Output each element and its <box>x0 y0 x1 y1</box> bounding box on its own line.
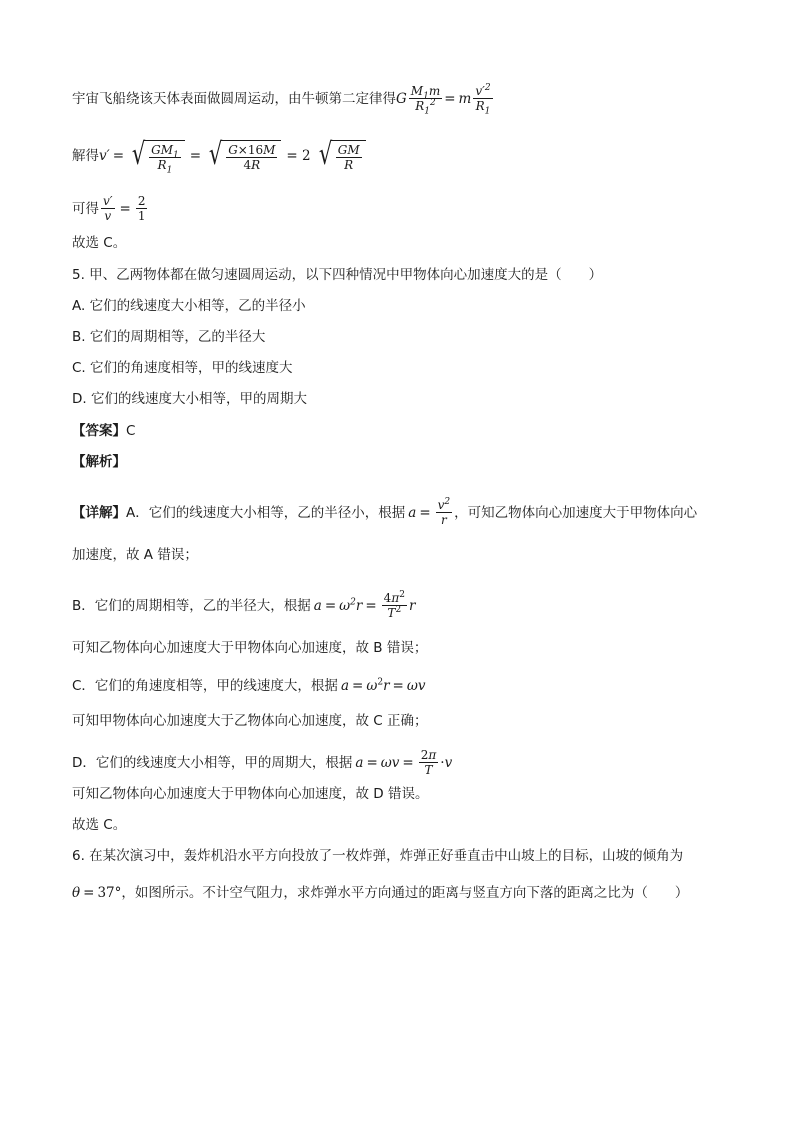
math-frac-2pi-T: $\frac{2\pi}{T}$ <box>420 748 437 777</box>
detail-a-text: A．它们的线速度大小相等，乙的半径小，根据 <box>126 504 406 521</box>
math-equals: = <box>444 90 456 107</box>
detail-b-line: B．它们的周期相等，乙的半径大，根据 a = $\omega^2r$ = $\frac{4\pi^2}{T^2}$ r <box>72 590 416 620</box>
math-v-prime: v′ <box>99 148 110 164</box>
answer-label: 【答案】 <box>72 423 126 439</box>
detail-a-text-2: ，可知乙物体向心加速度大于甲物体向心 <box>454 504 698 521</box>
equation-line-ratio: 可得 $\frac{v'}{v}$ = $\frac{2}{1}$ <box>72 194 146 223</box>
equation-line-solve: 解得 v′ = √ $\frac{GM_1}{R_1}$ = √ $\frac{G\times 16M}{4R}$ = 2 √ $\frac{GM}{R}$ <box>72 140 368 172</box>
detail-d-conclusion: 可知乙物体向心加速度大于甲物体向心加速度，故 D 错误。 <box>72 786 429 802</box>
detail-a-line: 【详解】 A．它们的线速度大小相等，乙的半径小，根据 a = $\frac{v^2}{r}$ ，可知乙物体向心加速度大于甲物体向心 <box>72 497 698 527</box>
detail-c-line: C．它们的角速度相等，甲的线速度大，根据 a = $\omega^2r$ = ωv <box>72 677 426 694</box>
question-5-option-b: B. 它们的周期相等，乙的半径大 <box>72 329 266 345</box>
math-theta: θ <box>72 885 81 901</box>
question-6-line-1: 6. 在某次演习中，轰炸机沿水平方向投放了一枚炸弹，炸弹正好垂直击中山坡上的目标，山坡的倾角为 <box>72 848 684 864</box>
math-frac-centripetal: $\frac{v'^2}{R_1}$ <box>475 83 491 117</box>
answer-value: C <box>126 423 136 439</box>
detail-b-conclusion: 可知乙物体向心加速度大于甲物体向心加速度，故 B 错误； <box>72 640 428 656</box>
math-sqrt-2: √ $\frac{G\times 16M}{4R}$ <box>206 140 281 172</box>
detail-b-text: B．它们的周期相等，乙的半径大，根据 <box>72 597 311 614</box>
math-frac-ratio: $\frac{v'}{v}$ <box>103 194 113 223</box>
text-select-c-1: 故选 C。 <box>72 235 127 251</box>
detail-label: 【详解】 <box>72 504 126 521</box>
math-G: G <box>396 90 407 107</box>
math-m: m <box>458 90 472 107</box>
math-frac-4pi2-T2: $\frac{4\pi^2}{T^2}$ <box>383 590 405 620</box>
question-6-text: ，如图所示。不计空气阻力，求炸弹水平方向通过的距离与竖直方向下落的距离之比为（ ） <box>121 885 689 901</box>
math-frac-gravity: $\frac{M_1m}{R_1^2}$ <box>410 84 441 117</box>
answer-line <box>72 421 135 441</box>
equation-line-newton <box>72 83 495 117</box>
question-5-option-d: D. 它们的线速度大小相等，甲的周期大 <box>72 391 307 407</box>
math-frac-v2-r: $\frac{v^2}{r}$ <box>437 497 451 527</box>
detail-a-continued: 加速度，故 A 错误； <box>72 547 198 563</box>
math-sqrt-1: √ $\frac{GM_1}{R_1}$ <box>129 140 185 172</box>
text-ratio: 可得 <box>72 200 99 217</box>
math-sqrt-3: √ $\frac{GM}{R}$ <box>316 140 366 172</box>
math-frac-two-one: $\frac{2}{1}$ <box>137 194 146 223</box>
text-newton-intro: 宇宙飞船绕该天体表面做圆周运动，由牛顿第二定律得 <box>72 90 396 107</box>
question-6-line-2: θ = 37° ，如图所示。不计空气阻力，求炸弹水平方向通过的距离与竖直方向下落的距离之比为（ ） <box>72 885 689 901</box>
text-select-c-2: 故选 C。 <box>72 817 127 833</box>
text-solve: 解得 <box>72 148 99 164</box>
detail-c-text: C．它们的角速度相等，甲的线速度大，根据 <box>72 678 338 694</box>
detail-d-text: D．它们的线速度大小相等，甲的周期大，根据 <box>72 754 353 771</box>
detail-d-line: D．它们的线速度大小相等，甲的周期大，根据 a = ωv = $\frac{2\pi}{T}$ · v <box>72 748 453 777</box>
question-5-option-a: A. 它们的线速度大小相等，乙的半径小 <box>72 298 306 314</box>
analysis-label: 【解析】 <box>72 454 126 470</box>
detail-c-conclusion: 可知甲物体向心加速度大于乙物体向心加速度，故 C 正确； <box>72 713 428 729</box>
question-5-option-c: C. 它们的角速度相等，甲的线速度大 <box>72 360 293 376</box>
question-5-stem: 5. 甲、乙两物体都在做匀速圆周运动，以下四种情况中甲物体向心加速度大的是（ ） <box>72 267 603 283</box>
